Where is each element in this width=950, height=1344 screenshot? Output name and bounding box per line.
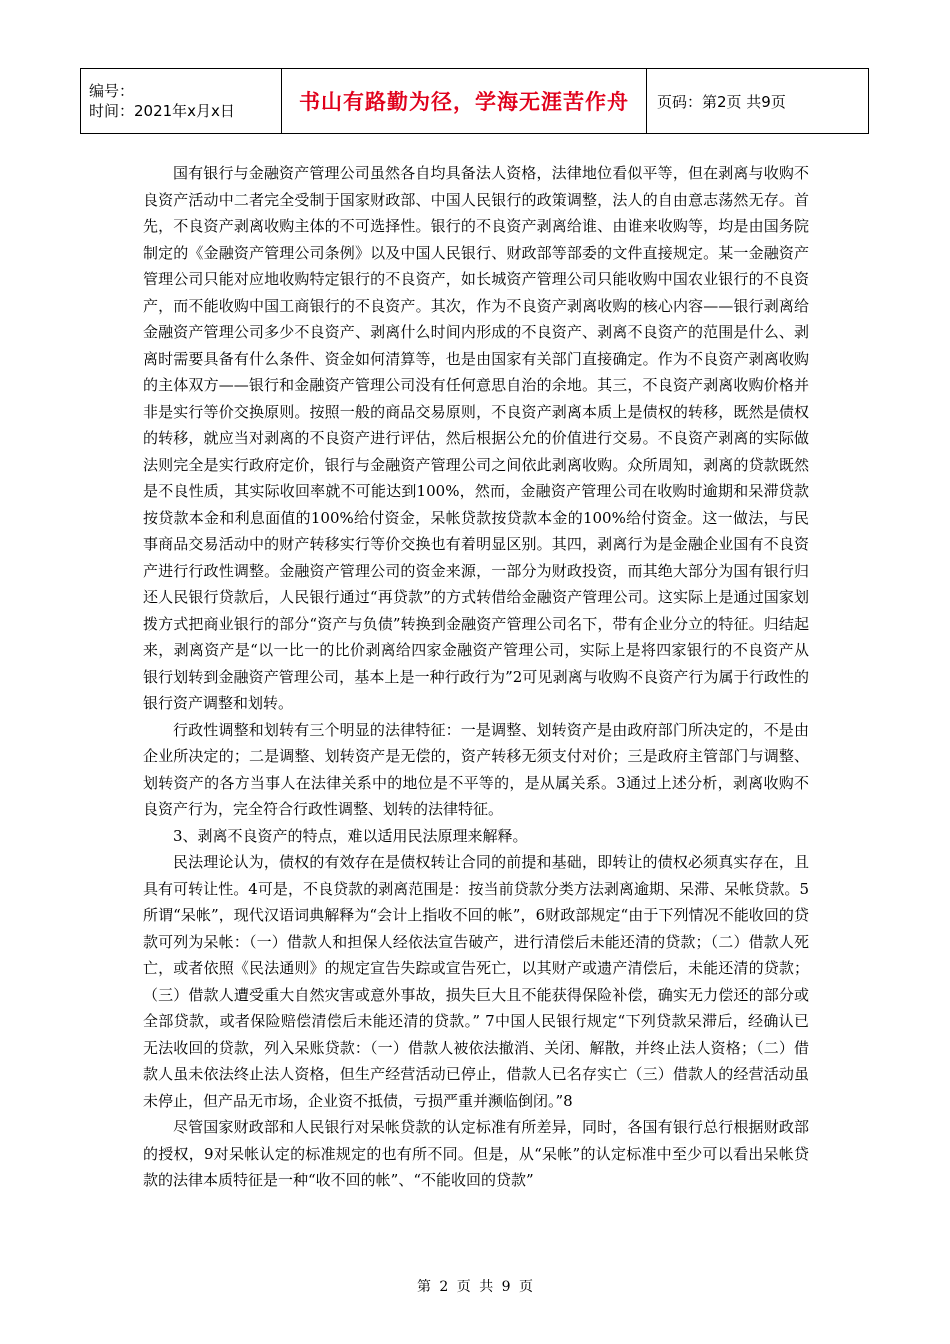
header-motto: 书山有路勤为径，学海无涯苦作舟 — [282, 69, 647, 134]
document-number-label: 编号： — [89, 82, 135, 100]
body-paragraph: 行政性调整和划转有三个明显的法律特征：一是调整、划转资产是由政府部门所决定的，不是由企业所决定的；二是调整、划转资产是无偿的，资产转移无须支付对价；三是政府主管部门与调整、划转资产的各方当事人在法律关系中的地位是不平等的，是从属关系。3通过上述分析，剥离收购不良资产行为，完全符合行政性调整、划转的法律特征。 — [143, 720, 809, 818]
header-meta — [81, 69, 282, 134]
body-paragraph: 尽管国家财政部和人民银行对呆帐贷款的认定标准有所差异，同时，各国有银行总行根据财政部的授权，9对呆帐认定的标准规定的也有所不同。但是，从“呆帐”的认定标准中至少可以看出呆帐贷款的法律本质特征是一种“收不回的帐”、“不能收回的贷款” — [143, 1118, 809, 1189]
page-footer: 第 2 页 共 9 页 — [416, 1279, 534, 1295]
document-body — [143, 160, 809, 1194]
section-heading: 3、剥离不良资产的特点，难以适用民法原理来解释。 — [173, 826, 528, 845]
document-date-label: 时间：2021年x月x日 — [89, 102, 235, 120]
body-paragraph: 国有银行与金融资产管理公司虽然各自均具备法人资格，法律地位看似平等，但在剥离与收购不良资产活动中二者完全受制于国家财政部、中国人民银行的政策调整，法人的自由意志荡然无存。首先，不良资产剥离收购主体的不可选择性。银行的不良资产剥离给谁、由谁来收购等，均是由国务院制定的《金融资产管理公司条例》以及中国人民银行、财政部等部委的文件直接规定。某一金融资产管理公司只能对应地收购特定银行的不良资产，如长城资产管理公司只能收购中国农业银行的不良资产，而不能收购中国工商银行的不良资产。其次，作为不良资产剥离收购的核心内容——银行剥离给金融资产管理公司多少不良资产、剥离什么时间内形成的不良资产、剥离不良资产的范围是什么、剥离时需要具备有什么条件、资金如何清算等，也是由国家有关部门直接确定。作为不良资产剥离收购的主体双方——银行和金融资产管理公司没有任何意思自治的余地。其三，不良资产剥离收购价格并非是实行等价交换原则。按照一般的商品交易原则，不良资产剥离本质上是债权的转移，既然是债权的转移，就应当对剥离的不良资产进行评估，然后根据公允的价值进行交易。不良资产剥离的实际做法则完全是实行政府定价，银行与金融资产管理公司之间依此剥离收购。众所周知，剥离的贷款既然是不良性质，其实际收回率就不可能达到100%，然而，金融资产管理公司在收购时逾期和呆滞贷款按贷款本金和利息面值的100%给付资金，呆帐贷款按贷款本金的100%给付资金。这一做法，与民事商品交易活动中的财产转移实行等价交换也有着明显区别。其四，剥离行为是金融企业国有不良资产进行行政性调整。金融资产管理公司的资金来源，一部分为财政投资，而其绝大部分为国有银行归还人民银行贷款后，人民银行通过“再贷款”的方式转借给金融资产管理公司。这实际上是通过国家划拨方式把商业银行的部分“资产与负债”转换到金融资产管理公司名下，带有企业分立的特征。归结起来，剥离资产是“以一比一的比价剥离给四家金融资产管理公司，实际上是将四家银行的不良资产从银行划转到金融资产管理公司，基本上是一种行政行为”2可见剥离与收购不良资产行为属于行政性的银行资产调整和划转。 — [143, 164, 809, 712]
header-page-number: 页码：第2页 共9页 — [647, 69, 869, 134]
body-paragraph: 民法理论认为，债权的有效存在是债权转让合同的前提和基础，即转让的债权必须真实存在，且具有可转让性。4可是，不良贷款的剥离范围是：按当前贷款分类方法剥离逾期、呆滞、呆帐贷款。5所谓“呆帐”，现代汉语词典解释为“会计上指收不回的帐”，6财政部规定“由于下列情况不能收回的贷款可列为呆帐：（一）借款人和担保人经依法宣告破产，进行清偿后未能还清的贷款；（二）借款人死亡，或者依照《民法通则》的规定宣告失踪或宣告死亡，以其财产或遗产清偿后，未能还清的贷款；（三）借款人遭受重大自然灾害或意外事故，损失巨大且不能获得保险补偿，确实无力偿还的部分或全部贷款，或者保险赔偿清偿后未能还清的贷款。” 7中国人民银行规定“下列贷款呆滞后，经确认已无法收回的贷款，列入呆账贷款：（一）借款人被依法撤消、关闭、解散，并终止法人资格；（二）借款人虽未依法终止法人资格，但生产经营活动已停止，借款人已名存实亡（三）借款人的经营活动虽未停止，但产品无市场，企业资不抵债，亏损严重并濒临倒闭。”8 — [143, 853, 809, 1110]
page-header — [80, 68, 869, 134]
